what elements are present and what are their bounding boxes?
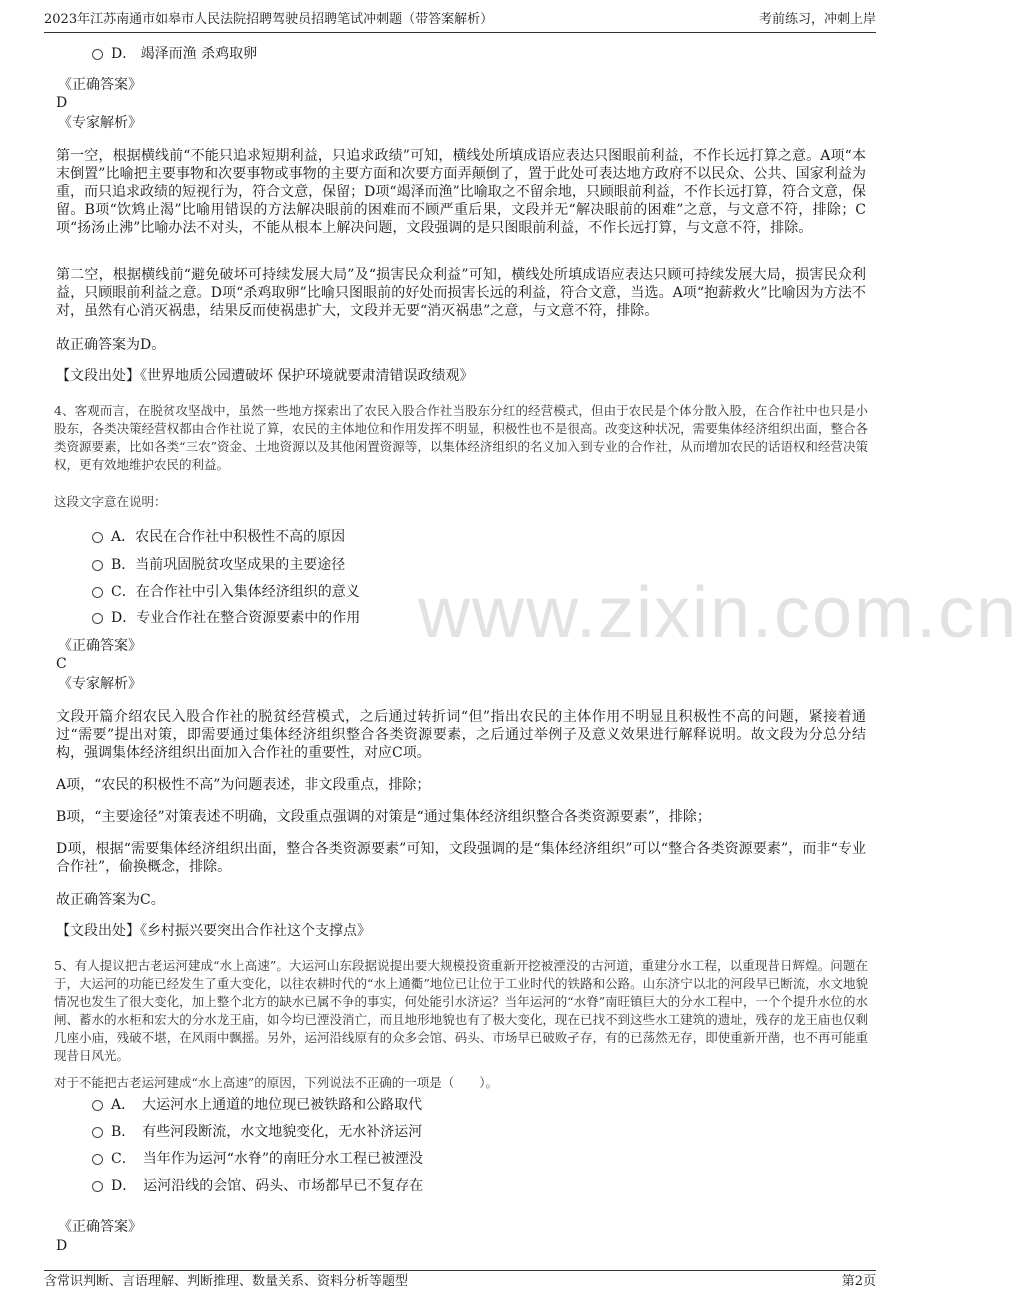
radio-icon[interactable] — [92, 587, 103, 598]
q4-option-a[interactable]: A．农民在合作社中积极性不高的原因 — [92, 527, 345, 547]
q4-answer: C — [56, 656, 67, 672]
q3-correct-answer-label: 《正确答案》 — [58, 77, 142, 93]
radio-icon[interactable] — [92, 560, 103, 571]
q4-option-c[interactable]: C．在合作社中引入集体经济组织的意义 — [92, 582, 360, 602]
q4-analysis-paragraph: 文段开篇介绍农民入股合作社的脱贫经营模式，之后通过转折词“但”指出农民的主体作用不明显且积极性不高的问题，紧接着通过“需要”提出对策，即需要通过集体经济组织整合各类资源要素，之后通过举例子及意义效果进行解释说明。故文段为分总分结构，强调集体经济组织出面加入合作社的重要性，对应C项。 — [56, 709, 866, 761]
page-header — [44, 10, 876, 33]
radio-icon[interactable] — [92, 49, 103, 60]
radio-icon[interactable] — [92, 532, 103, 543]
page-footer — [44, 1270, 876, 1294]
q4-expert-analysis-label: 《专家解析》 — [58, 676, 142, 692]
radio-icon[interactable] — [92, 613, 103, 624]
q4-option-b[interactable]: B．当前巩固脱贫攻坚成果的主要途径 — [92, 555, 345, 575]
q4-prompt: 这段文字意在说明： — [54, 494, 167, 509]
q4-stem: 4、客观而言，在脱贫攻坚战中，虽然一些地方探索出了农民入股合作社当股东分红的经营模式，但由于农民是个体分散入股，在合作社中也只是小股东，各类决策经营权都由合作社说了算，农民的主体地位和作用发挥不明显，积极性也不是很高。改变这种状况，需要集体经济组织出面，整合各类资源要素，比如各类“三农”资金、土地资源以及其他闲置资源等，以集体经济组织的名义加入到专业的合作社，从而增加农民的话语权和经营决策权，更有效地维护农民的利益。 — [54, 403, 868, 472]
q4-source: 【文段出处】《乡村振兴要突出合作社这个支撑点》 — [56, 923, 371, 939]
radio-icon[interactable] — [92, 1127, 103, 1138]
q5-option-b[interactable]: B． 有些河段断流，水文地貌变化，无水补济运河 — [92, 1122, 422, 1142]
q3-conclusion: 故正确答案为D。 — [56, 337, 166, 353]
q3-source: 【文段出处】《世界地质公园遭破坏 保护环境就要肃清错误政绩观》 — [56, 368, 474, 384]
q5-answer: D — [56, 1238, 68, 1254]
radio-icon[interactable] — [92, 1181, 103, 1192]
document-title: 2023年江苏南通市如皋市人民法院招聘驾驶员招聘笔试冲刺题（带答案解析） — [44, 12, 494, 27]
q5-option-c[interactable]: C． 当年作为运河“水脊”的南旺分水工程已被湮没 — [92, 1149, 423, 1169]
header-slogan: 考前练习，冲刺上岸 — [758, 12, 876, 27]
q3-expert-analysis-label: 《专家解析》 — [58, 115, 142, 131]
q5-correct-answer-label: 《正确答案》 — [58, 1219, 142, 1235]
q5-stem: 5、有人提议把古老运河建成“水上高速”。大运河山东段据说提出要大规模投资重新开挖被湮没的古河道，重建分水工程，以重现昔日辉煌。问题在于，大运河的功能已经发生了重大变化，以往农耕时代的“水上通衢”地位已让位于工业时代的铁路和公路。山东济宁以北的河段早已断流，水文地貌情况也发生了很大变化，加上整个北方的缺水已属不争的事实，何处能引水济运？当年运河的“水脊”南旺镇巨大的分水工程中，一个个提升水位的水闸、蓄水的水柜和宏大的分水龙王庙，如今均已湮没消亡，而且地形地貌也有了极大变化，现在已找不到这些水工建筑的遗址，残存的龙王庙也仅剩几座小庙，残破不堪，在风雨中飘摇。另外，运河沿线原有的众多会馆、码头、市场早已破败孑存，有的已荡然无存，即使重新开凿，也不再可能重现昔日风光。 — [54, 958, 868, 1063]
q5-option-a[interactable]: A． 大运河水上通道的地位现已被铁路和公路取代 — [92, 1095, 422, 1115]
q4-analysis-option-b: B项，“主要途径”对策表述不明确，文段重点强调的对策是“通过集体经济组织整合各类资源要素”，排除； — [56, 809, 711, 825]
footer-subjects: 含常识判断、言语理解、判断推理、数量关系、资料分析等题型 — [44, 1274, 409, 1289]
q3-option-d: D． 竭泽而渔 杀鸡取卵 — [92, 44, 257, 64]
q4-correct-answer-label: 《正确答案》 — [58, 638, 142, 654]
q3-answer: D — [56, 95, 68, 111]
q4-analysis-option-a: A项，“农民的积极性不高”为问题表述，非文段重点，排除； — [56, 777, 431, 793]
watermark: www.zixin.com.cn — [418, 573, 1018, 653]
q5-option-d[interactable]: D． 运河沿线的会馆、码头、市场都早已不复存在 — [92, 1176, 423, 1196]
q4-analysis-option-d: D项，根据“需要集体经济组织出面，整合各类资源要素”可知，文段强调的是“集体经济组织”可以“整合各类资源要素”，而非“专业合作社”，偷换概念，排除。 — [56, 841, 866, 875]
radio-icon[interactable] — [92, 1100, 103, 1111]
page-number: 第2页 — [841, 1274, 876, 1289]
q3-analysis-paragraph-2: 第二空，根据横线前“避免破坏可持续发展大局”及“损害民众利益”可知，横线处所填成语应表达只顾可持续发展大局，损害民众利益，只顾眼前利益之意。D项“杀鸡取卵”比喻只图眼前的好处而损害长远的利益，符合文意，当选。A项“抱薪救火”比喻因为方法不对，虽然有心消灭祸患，结果反而使祸患扩大，文段并无要“消灭祸患”之意，与文意不符，排除。 — [56, 267, 866, 319]
q5-prompt: 对于不能把古老运河建成“水上高速”的原因，下列说法不正确的一项是（ ）。 — [54, 1075, 499, 1090]
q3-analysis-paragraph-1: 第一空，根据横线前“不能只追求短期利益，只追求政绩”可知，横线处所填成语应表达只图眼前利益，不作长远打算之意。A项“本末倒置”比喻把主要事物和次要事物或事物的主要方面和次要方面弄颠倒了，置于此处可表达地方政府不以民众、公共、国家利益为重，而只追求政绩的短视行为，符合文意，保留；D项“竭泽而渔”比喻取之不留余地，只顾眼前利益，不作长远打算，符合文意，保留。B项“饮鸩止渴”比喻用错误的方法解决眼前的困难而不顾严重后果，文段并无“解决眼前的困难”之意，与文意不符，排除；C项“扬汤止沸”比喻办法不对头，不能从根本上解决问题，文段强调的是只图眼前利益，不作长远打算，与文意不符，排除。 — [56, 148, 866, 236]
q4-option-d[interactable]: D．专业合作社在整合资源要素中的作用 — [92, 608, 360, 628]
q4-conclusion: 故正确答案为C。 — [56, 892, 165, 908]
radio-icon[interactable] — [92, 1154, 103, 1165]
